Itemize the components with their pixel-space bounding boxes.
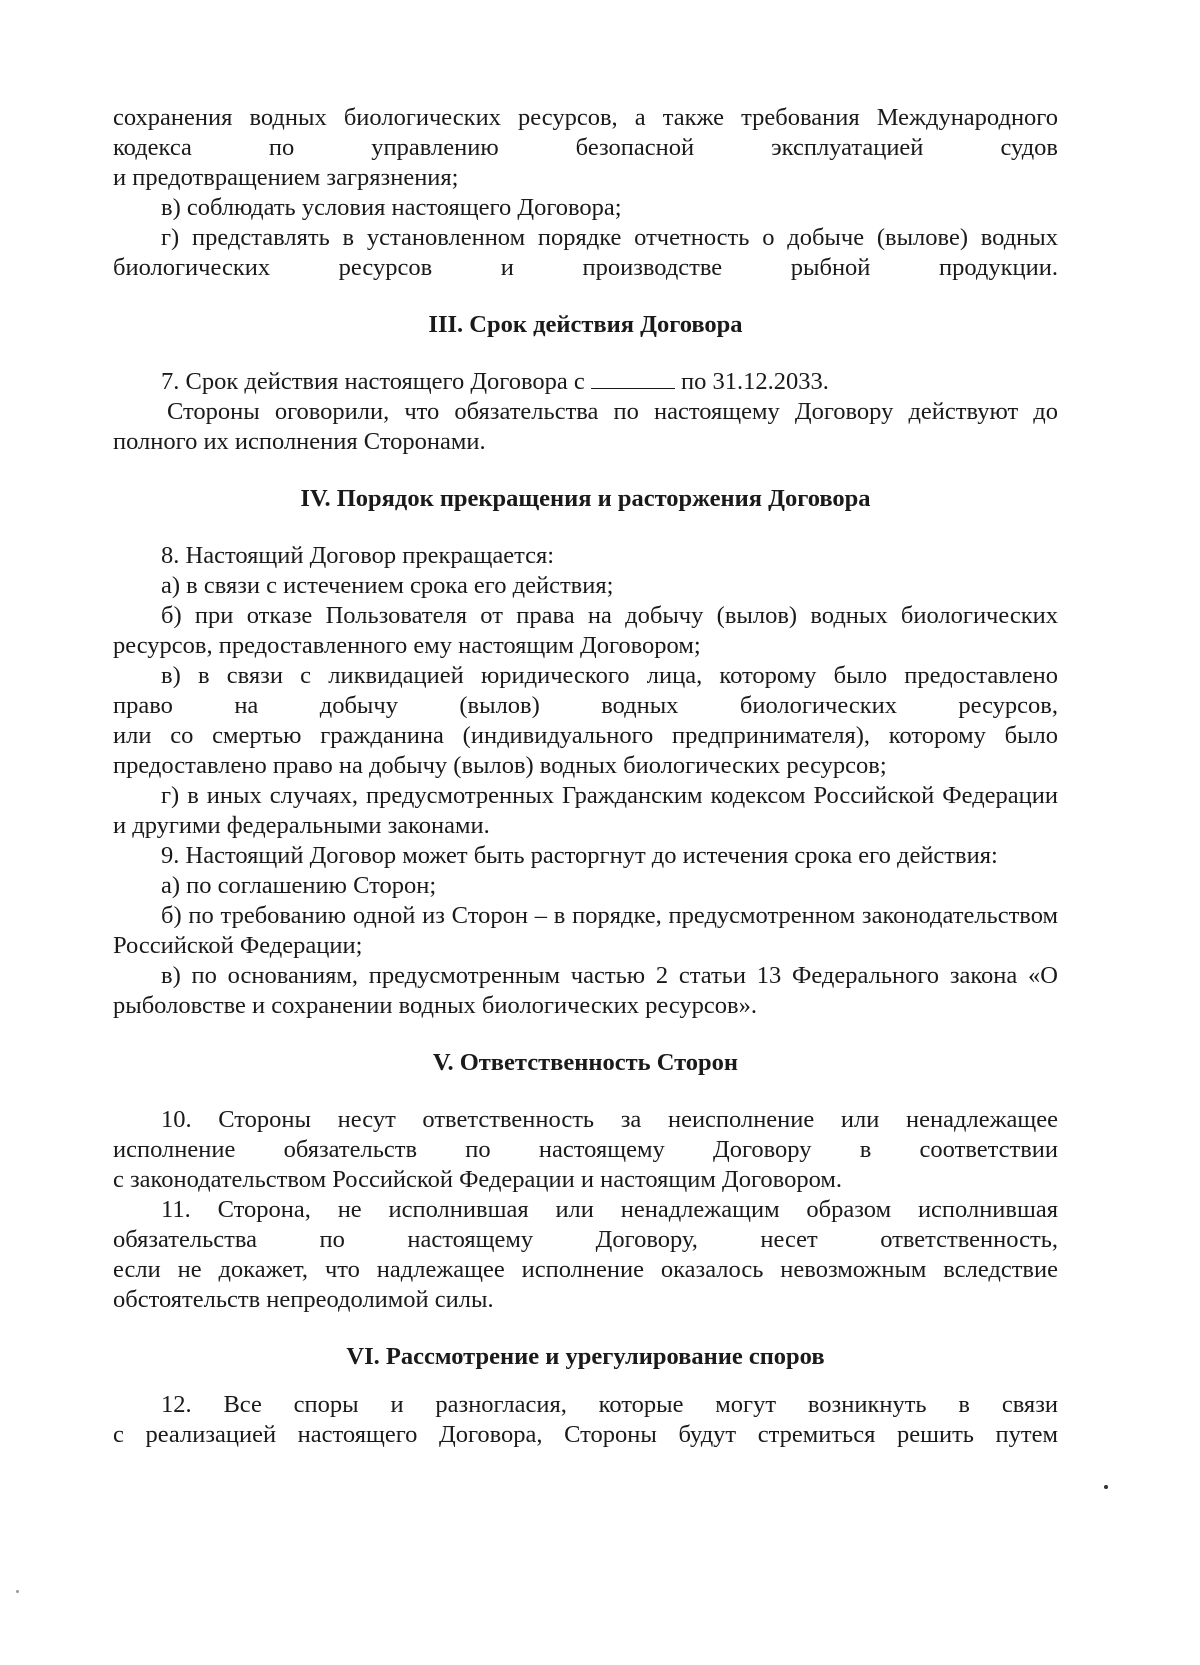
paragraph-cont-line1: сохранения водных биологических ресурсов, а также требования Международного (113, 104, 1058, 131)
clause-8-v-line1: в) в связи с ликвидацией юридического лица, которому было предоставлено (161, 662, 1058, 689)
clause-item-v: в) соблюдать условия настоящего Договора; (161, 194, 622, 221)
paragraph-cont-line3: и предотвращением загрязнения; (113, 164, 459, 191)
clause-12-line2: с реализацией настоящего Договора, Стороны будут стремиться решить путем (113, 1421, 1058, 1448)
section-title-liability: V. Ответственность Сторон (432, 1049, 739, 1076)
section-title-termination: IV. Порядок прекращения и расторжения Договора (300, 485, 871, 512)
clause-7-text-before: 7. Срок действия настоящего Договора с (161, 368, 591, 395)
section-title-disputes: VI. Рассмотрение и урегулирование споров (346, 1343, 825, 1370)
clause-8-v-line2: право на добычу (вылов) водных биологических ресурсов, (113, 692, 1058, 719)
clause-8: 8. Настоящий Договор прекращается: (161, 542, 555, 569)
clause-8-g: г) в иных случаях, предусмотренных Гражданским кодексом Российской Федерации и другими федеральными законами. (113, 782, 1058, 839)
scan-speck (1104, 1485, 1108, 1489)
clause-7-text-after: по 31.12.2033. (674, 368, 829, 395)
paragraph-cont-line2: кодекса по управлению безопасной эксплуатацией судов (113, 134, 1058, 161)
scan-speck (16, 1590, 19, 1593)
clause-10-line2: исполнение обязательств по настоящему Договору в соответствии (113, 1136, 1058, 1163)
clause-8-v-line3: или со смертью гражданина (индивидуального предпринимателя), которому было предоставлено право на добычу (вылов) водных биологических ресурсов; (113, 722, 1058, 779)
clause-10-line1: 10. Стороны несут ответственность за неисполнение или ненадлежащее (161, 1106, 1058, 1133)
clause-9-b: б) по требованию одной из Сторон – в порядке, предусмотренном законодательством Российской Федерации; (113, 902, 1058, 959)
clause-11-line1: 11. Сторона, не исполнившая или ненадлежащим образом исполнившая (161, 1196, 1058, 1223)
clause-7 (113, 367, 1058, 397)
clause-10-line3: с законодательством Российской Федерации и настоящим Договором. (113, 1166, 842, 1193)
clause-7-second: Стороны оговорили, что обязательства по настоящему Договору действуют до полного их исполнения Сторонами. (113, 398, 1058, 455)
clause-11-line2: обязательства по настоящему Договору, несет ответственность, (113, 1226, 1058, 1253)
date-blank-line (591, 368, 675, 389)
clause-8-a: а) в связи с истечением срока его действия; (161, 572, 614, 599)
clause-11-line3: если не докажет, что надлежащее исполнение оказалось невозможным вследствие обстоятельств непреодолимой силы. (113, 1256, 1058, 1313)
clause-9-v: в) по основаниям, предусмотренным частью 2 статьи 13 Федерального закона «О рыболовстве и сохранении водных биологических ресурсов». (113, 962, 1058, 1019)
document-page (113, 103, 1058, 1450)
section-title-term: III. Срок действия Договора (428, 311, 743, 338)
clause-8-b: б) при отказе Пользователя от права на добычу (вылов) водных биологических ресурсов, предоставленного ему настоящим Договором; (113, 602, 1058, 659)
clause-12-line1: 12. Все споры и разногласия, которые могут возникнуть в связи (161, 1391, 1058, 1418)
clause-item-g: г) представлять в установленном порядке отчетность о добыче (вылове) водных биологических ресурсов и производстве рыбной продукции. (113, 224, 1058, 281)
clause-9: 9. Настоящий Договор может быть расторгнут до истечения срока его действия: (161, 842, 998, 869)
clause-9-a: а) по соглашению Сторон; (161, 872, 437, 899)
